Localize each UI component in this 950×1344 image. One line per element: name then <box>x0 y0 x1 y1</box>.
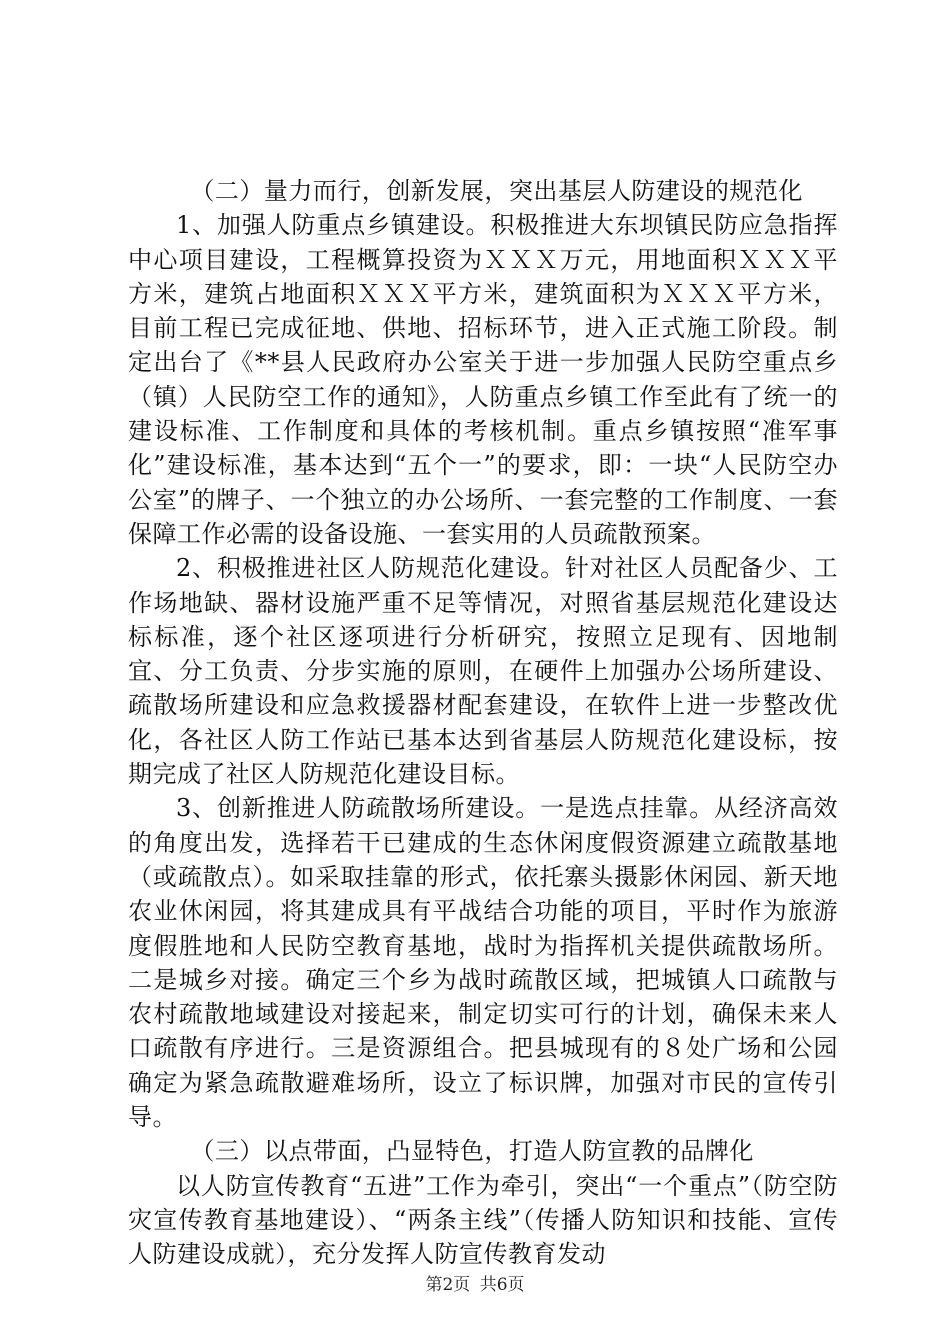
paragraph-item-1: 1、加强人防重点乡镇建设。积极推进大东坝镇民防应急指挥中心项目建设，工程概算投资为ＸＸＸ万元，用地面积ＸＸＸ平方米，建筑占地面积ＸＸＸ平方米，建筑面积为ＸＸＸ平方米，目前工程已完成征地、供地、招标环节，进入正式施工阶段。制定出台了《**县人民政府办公室关于进一步加强人民防空重点乡（镇）人民防空工作的通知》，人防重点乡镇工作至此有了统一的建设标准、工作制度和具体的考核机制。重点乡镇按照“准军事化”建设标准，基本达到“五个一”的要求，即：一块“人民防空办公室”的牌子、一个独立的办公场所、一套完整的工作制度、一套保障工作必需的设备设施、一套实用的人员疏散预案。 <box>128 211 838 548</box>
page-number: 第2页 <box>425 1275 471 1295</box>
section-heading-3: （三）以点带面，凸显特色，打造人防宣教的品牌化 <box>190 1137 754 1166</box>
page-total: 共6页 <box>479 1275 525 1295</box>
section-heading-2: （二）量力而行，创新发展，突出基层人防建设的规范化 <box>190 177 803 205</box>
page-footer <box>0 1270 950 1295</box>
paragraph-item-2: 2、积极推进社区人防规范化建设。针对社区人员配备少、工作场地缺、器材设施严重不足等情况，对照省基层规范化建设达标标准，逐个社区逐项进行分析研究，按照立足现有、因地制宜、分工负责、分步实施的原则，在硬件上加强办公场所建设、疏散场所建设和应急救援器材配套建设，在软件上进一步整改优化，各社区人防工作站已基本达到省基层人防规范化建设标，按期完成了社区人防规范化建设目标。 <box>128 554 838 789</box>
document-body <box>128 174 838 1272</box>
paragraph-section-3-intro: 以人防宣传教育“五进”工作为牵引，突出“一个重点”（防空防灾宣传教育基地建设）、“两条主线”（传播人防知识和技能、宣传人防建设成就），充分发挥人防宣传教育发动 <box>128 1171 838 1269</box>
paragraph-item-3: 3、创新推进人防疏散场所建设。一是选点挂靠。从经济高效的角度出发，选择若干已建成的生态休闲度假资源建立疏散基地（或疏散点）。如采取挂靠的形式，依托寨头摄影休闲园、新天地农业休闲园，将其建成具有平战结合功能的项目，平时作为旅游度假胜地和人民防空教育基地，战时为指挥机关提供疏散场所。二是城乡对接。确定三个乡为战时疏散区域，把城镇人口疏散与农村疏散地域建设对接起来，制定切实可行的计划，确保未来人口疏散有序进行。三是资源组合。把县城现有的８处广场和公园确定为紧急疏散避难场所，设立了标识牌，加强对市民的宣传引导。 <box>128 794 838 1132</box>
